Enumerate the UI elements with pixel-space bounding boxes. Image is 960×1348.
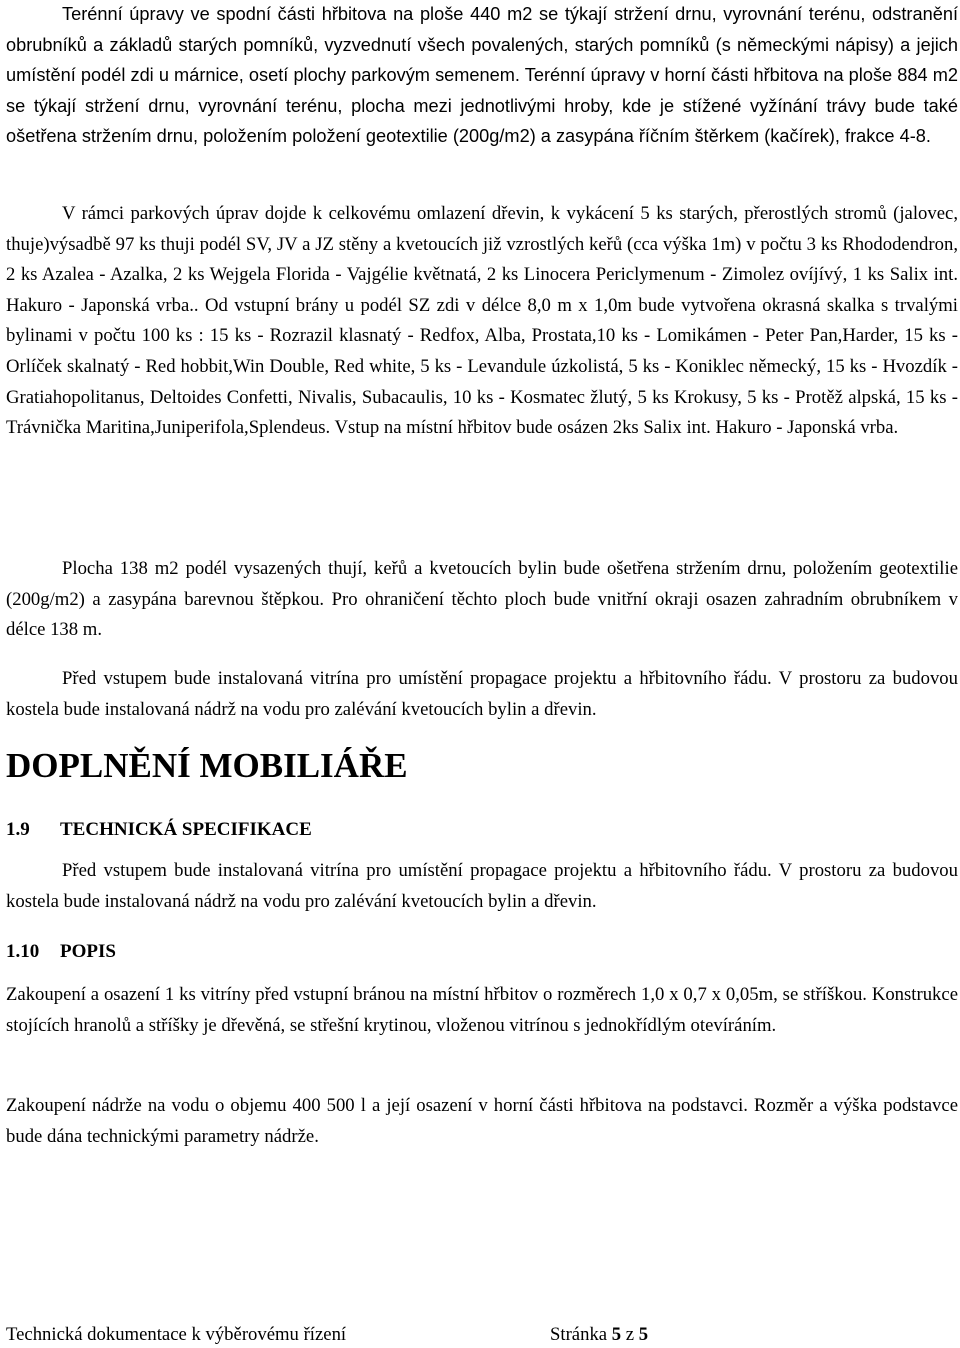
paragraph-terrain-upper: Terénní úpravy v horní části hřbitova na ploše 884 m2 se týkají stržení drnu, vyrovnání terénu, plocha mezi jednotlivými hroby, kde je stížené vyžínání trávy bude také ošetřena stržením drnu, položením položení geotextilie (200g/m2) a zasypána říčním štěrkem (kačírek), frakce 4-8. bbox=[6, 65, 958, 147]
subheading-title: POPIS bbox=[60, 941, 116, 962]
subheading-number: 1.10 bbox=[6, 941, 40, 962]
section-heading-mobiliar: DOPLNĚNÍ MOBILIÁŘE bbox=[6, 746, 408, 785]
page-separator: z bbox=[625, 1324, 635, 1345]
paragraph-showcase-purchase: Zakoupení a osazení 1 ks vitríny před vstupní bránou na místní hřbitov o rozměrech 1,0 x 0,7 x 0,05m, se stříškou. Konstrukce stojících hranolů a stříšky je dřevěná, se střešní krytinou, vloženou vitrínou s jednokřídlým otevíráním. bbox=[6, 984, 958, 1036]
paragraph-area-138: Plocha 138 m2 podél vysazených thují, keřů a kvetoucích bylin bude ošetřena stržením drnu, položením geotextilie (200g/m2) a zasypána barevnou štěpkou. Pro ohraničení těchto ploch bude vnitřní okraji osazen zahradním obrubníkem v délce 138 m. bbox=[6, 558, 958, 641]
page-current: 5 bbox=[611, 1324, 622, 1345]
paragraph-tank-purchase: Zakoupení nádrže na vodu o objemu 400 500 l a její osazení v horní části hřbitova na podstavci. Rozměr a výška podstavce bude dána technickými parametry nádrže. bbox=[6, 1095, 958, 1147]
paragraph-terrain-lower: Terénní úpravy ve spodní části hřbitova na ploše 440 m2 se týkají stržení drnu, vyrovnání terénu, odstranění obrubníků a základů starých pomníků, vyzvednutí všech povalených, starých pomníků (s německými nápisy) a jejich umístění podél zdi u márnice, osetí plochy parkovým semenem. bbox=[6, 4, 958, 86]
paragraph-showcase: Před vstupem bude instalovaná vitrína pro umístění propagace projektu a hřbitovního řádu. V prostoru za budovou kostela bude instalovaná nádrž na vodu pro zalévání kvetoucích bylin a dřevin. bbox=[6, 668, 958, 720]
page-label: Stránka bbox=[550, 1324, 608, 1345]
paragraph-showcase-repeat: Před vstupem bude instalovaná vitrína pro umístění propagace projektu a hřbitovního řádu. V prostoru za budovou kostela bude instalovaná nádrž na vodu pro zalévání kvetoucích bylin a dřevin. bbox=[6, 860, 958, 912]
page-total: 5 bbox=[638, 1324, 649, 1345]
subheading-number: 1.9 bbox=[6, 819, 30, 840]
footer-left: Technická dokumentace k výběrovému řízení bbox=[6, 1324, 347, 1345]
footer-page-number bbox=[550, 1323, 648, 1347]
subheading-tech-spec bbox=[6, 818, 312, 842]
paragraph-terrain bbox=[6, 0, 958, 152]
paragraph-park-works: V rámci parkových úprav dojde k celkovému omlazení dřevin, k vykácení 5 ks starých, přerostlých stromů (jalovec, thuje)výsadbě 97 ks thuji podél SV, JV a JZ stěny a kvetoucích již vzrostlých keřů (cca výška 1m) v počtu 3 ks Rhododendron, 2 ks Azalea - Azalka, 2 ks Wejgela Florida - Vajgélie květnatá, 2 ks Linocera Periclymenum - Zimolez ovíjívý, 1 ks Salix int. Hakuro - Japonská vrba.. Od vstupní brány u podél SZ zdi v délce 8,0 m x 1,0m bude vytvořena okrasná skalka s trvalými bylinami v počtu 100 ks : 15 ks - Rozrazil klasnatý - Redfox, Alba, Prostata,10 ks - Lomikámen - Peter Pan,Harder, 15 ks - Orlíček skalnatý - Red hobbit,Win Double, Red white, 5 ks - Levandule úzkolistá, 5 ks - Koniklec německý, 15 ks - Hvozdík - Gratiahopolitanus, Deltoides Confetti, Nivalis, Subacaulis, 10 ks - Kosmatec žlutý, 5 ks Krokusy, 5 ks - Protěž alpská, 15 ks - Trávnička Maritina,Juniperifola,Splendeus. Vstup na místní hřbitov bude osázen 2ks Salix int. Hakuro - Japonská vrba. bbox=[6, 203, 958, 439]
subheading-popis bbox=[6, 940, 116, 964]
subheading-title: TECHNICKÁ SPECIFIKACE bbox=[60, 819, 312, 840]
